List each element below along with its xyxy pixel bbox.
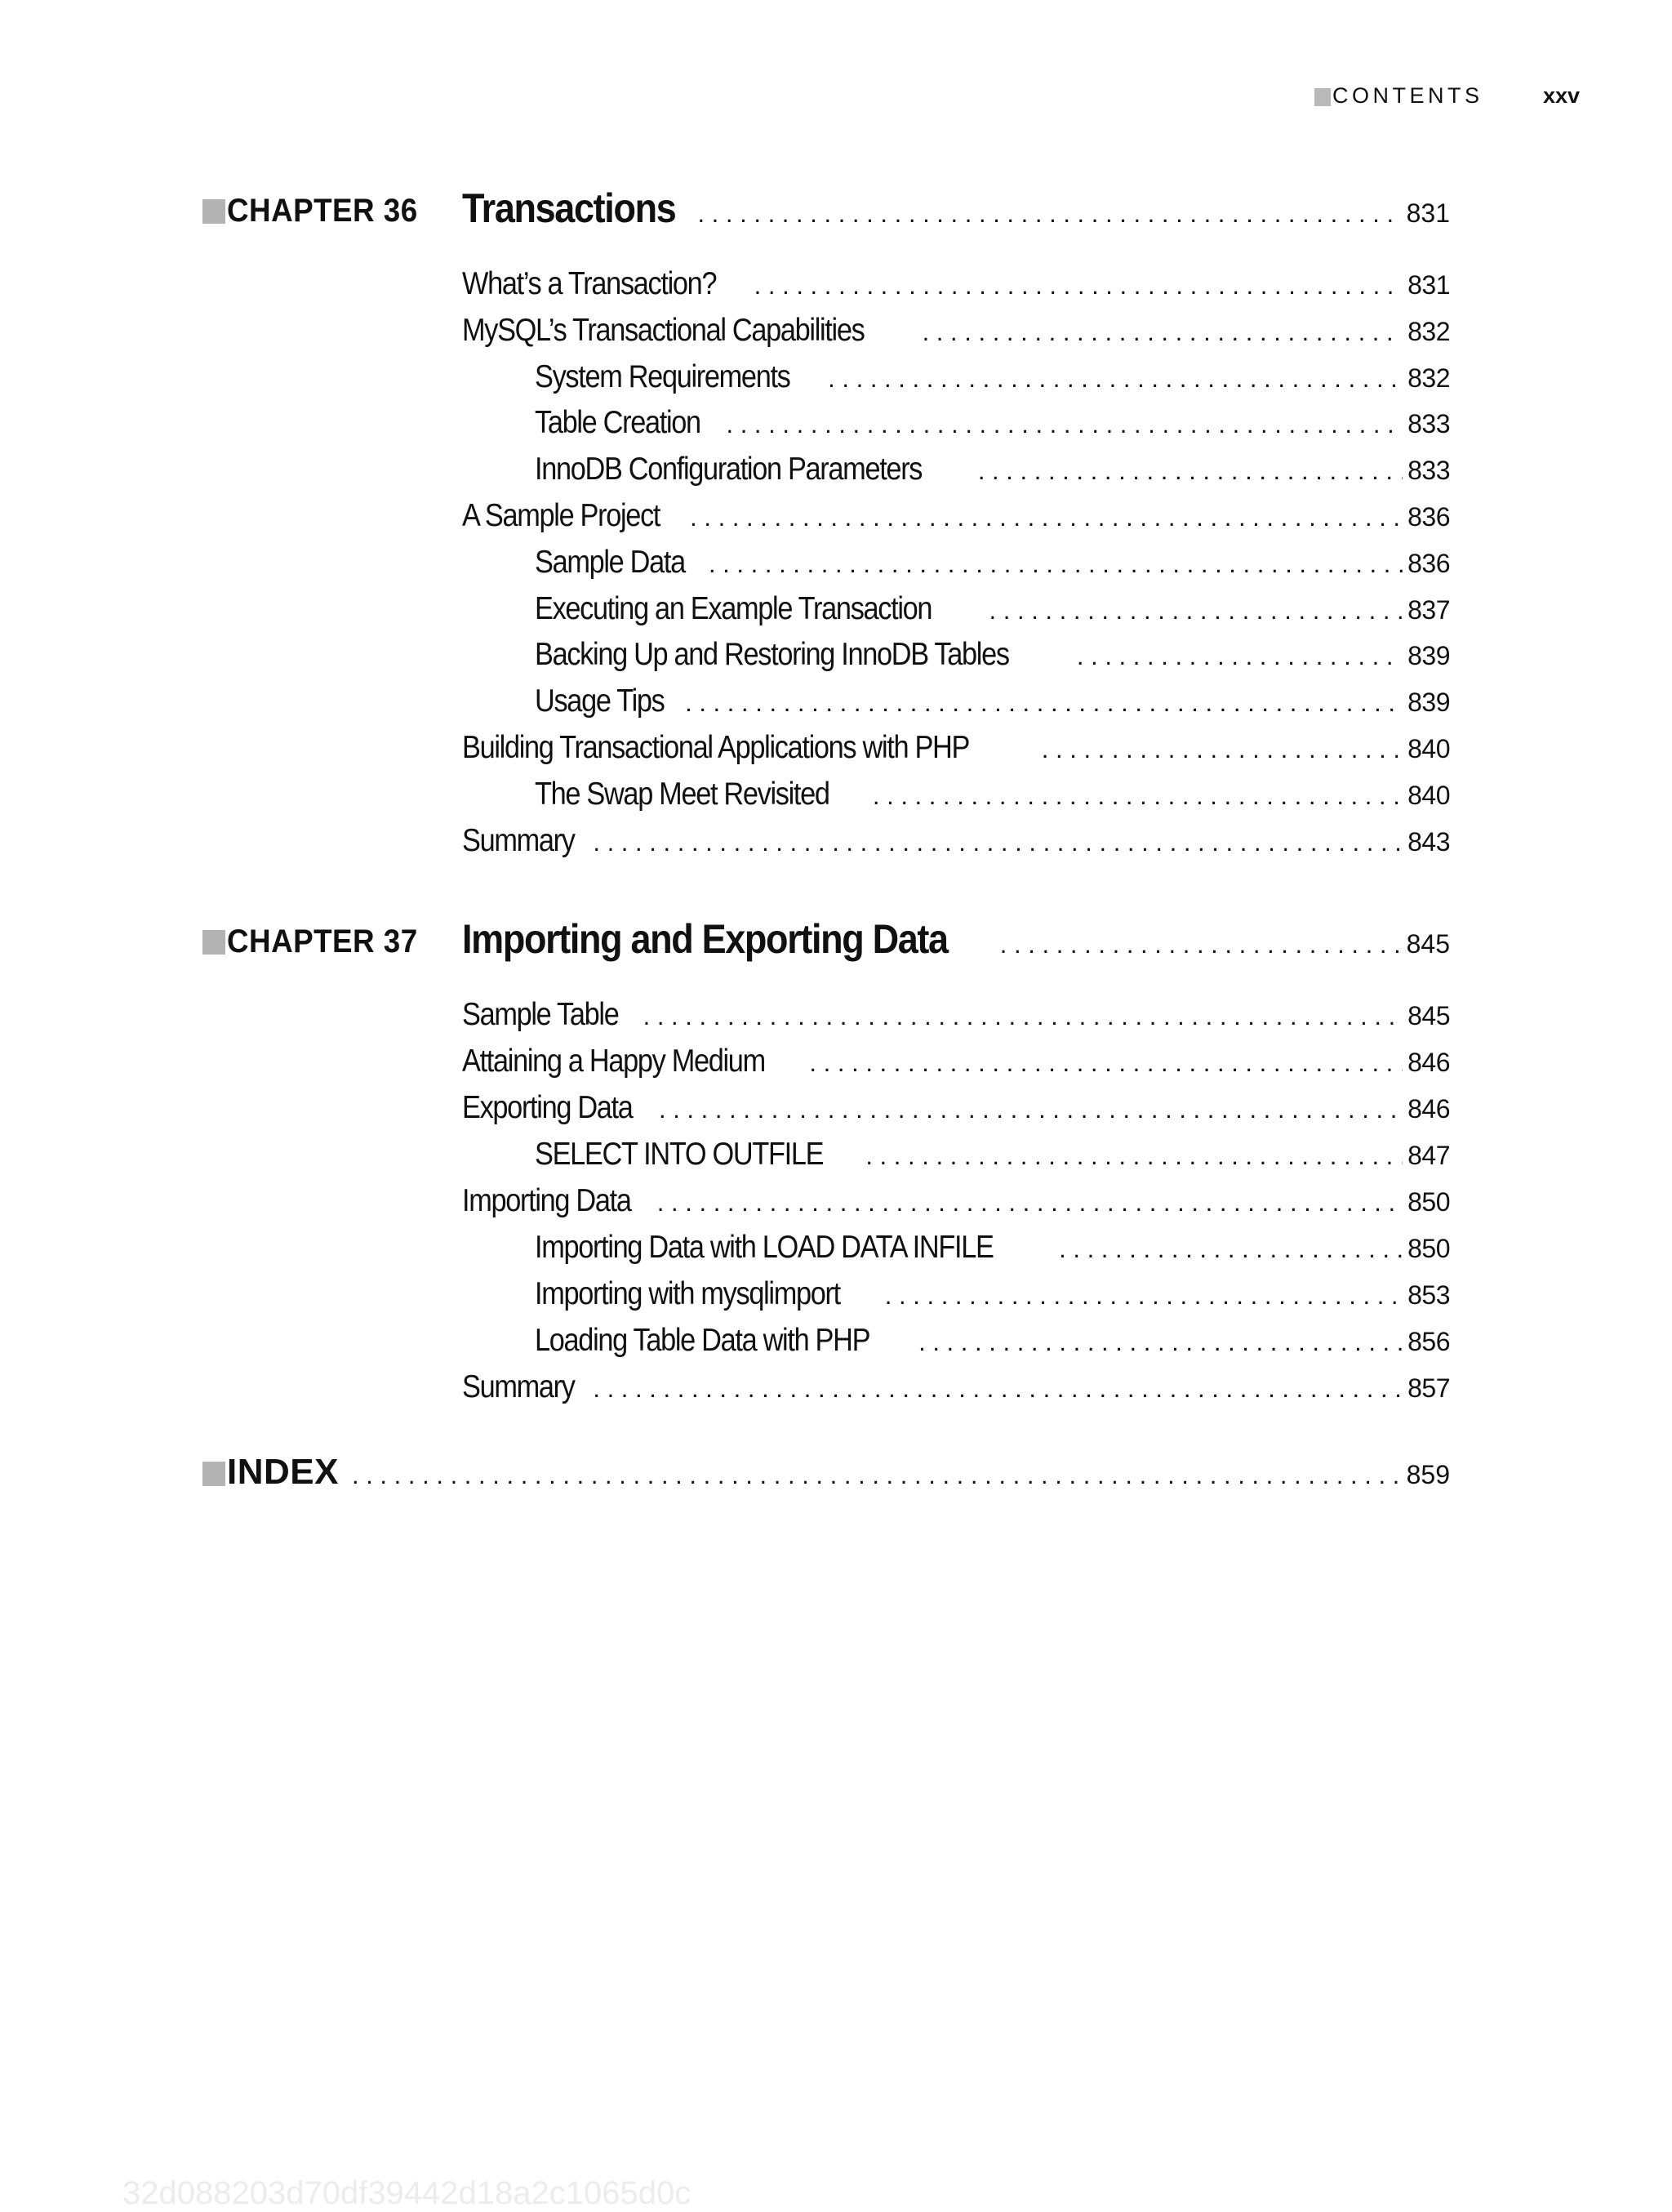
index-marker-icon bbox=[202, 1462, 225, 1486]
chapter-marker-icon bbox=[202, 199, 225, 224]
running-header-label: CONTENTS bbox=[1332, 83, 1483, 108]
chapter-title-line bbox=[462, 185, 1450, 232]
entry-page: 850 bbox=[1407, 1187, 1450, 1217]
dot-leader bbox=[809, 1048, 1403, 1078]
entry-title: SELECT INTO OUTFILE bbox=[535, 1137, 824, 1172]
entry-title: Usage Tips bbox=[535, 683, 665, 719]
dot-leader bbox=[1077, 642, 1403, 671]
toc-entry[interactable] bbox=[462, 1183, 1450, 1222]
toc-subentry[interactable] bbox=[535, 1230, 1450, 1269]
entry-page: 837 bbox=[1407, 595, 1450, 625]
entry-title: Sample Table bbox=[462, 997, 619, 1032]
footer-hash: 32d088203d70df39442d18a2c1065d0c bbox=[122, 2175, 691, 2211]
toc-subentry[interactable] bbox=[535, 591, 1450, 630]
entry-page: 856 bbox=[1407, 1327, 1450, 1356]
entry-page: 847 bbox=[1407, 1141, 1450, 1170]
toc-subentry[interactable] bbox=[535, 405, 1450, 444]
entry-title: Exporting Data bbox=[462, 1090, 633, 1125]
toc-subentry[interactable] bbox=[535, 359, 1450, 398]
dot-leader bbox=[885, 1281, 1403, 1311]
entry-page: 850 bbox=[1407, 1234, 1450, 1263]
entry-title: Backing Up and Restoring InnoDB Tables bbox=[535, 637, 1009, 672]
entry-title: Importing Data bbox=[462, 1183, 631, 1218]
running-header bbox=[1314, 83, 1584, 113]
dot-leader bbox=[643, 1002, 1403, 1031]
dot-leader bbox=[873, 781, 1403, 811]
toc-entry[interactable] bbox=[462, 1369, 1450, 1409]
toc-entry[interactable] bbox=[462, 997, 1450, 1036]
entry-page: 836 bbox=[1407, 549, 1450, 578]
dot-leader bbox=[726, 410, 1403, 439]
toc-entry[interactable] bbox=[462, 823, 1450, 862]
entry-page: 857 bbox=[1407, 1373, 1450, 1403]
dot-leader bbox=[593, 1374, 1403, 1404]
index-page: 859 bbox=[1406, 1460, 1450, 1489]
entry-title: Sample Data bbox=[535, 545, 685, 580]
toc-entry[interactable] bbox=[462, 730, 1450, 769]
toc-subentry[interactable] bbox=[535, 683, 1450, 723]
toc-subentry[interactable] bbox=[535, 1137, 1450, 1176]
chapter-title: Importing and Exporting Data bbox=[462, 916, 948, 962]
entry-title: Summary bbox=[462, 823, 575, 858]
entry-page: 832 bbox=[1407, 363, 1450, 393]
dot-leader bbox=[828, 364, 1403, 394]
toc-subentry[interactable] bbox=[535, 452, 1450, 491]
index-entry[interactable] bbox=[202, 1452, 1450, 1501]
chapter-label: CHAPTER 36 bbox=[227, 193, 418, 229]
entry-page: 836 bbox=[1407, 502, 1450, 532]
dot-leader bbox=[918, 1328, 1403, 1357]
entry-page: 833 bbox=[1407, 409, 1450, 438]
dot-leader bbox=[923, 318, 1403, 347]
dot-leader bbox=[697, 199, 1401, 229]
chapter-page: 831 bbox=[1406, 198, 1450, 228]
entry-page: 846 bbox=[1407, 1094, 1450, 1124]
entry-page: 833 bbox=[1407, 456, 1450, 485]
entry-title: What’s a Transaction? bbox=[462, 266, 717, 301]
chapter-title: Transactions bbox=[462, 185, 676, 231]
entry-title: InnoDB Configuration Parameters bbox=[535, 452, 923, 487]
entry-page: 853 bbox=[1407, 1280, 1450, 1310]
chapter-heading-37[interactable] bbox=[202, 915, 1450, 969]
dot-leader bbox=[978, 456, 1403, 486]
toc-subentry[interactable] bbox=[535, 777, 1450, 816]
entry-page: 843 bbox=[1407, 827, 1450, 857]
entry-title: Summary bbox=[462, 1369, 575, 1404]
entry-title: Attaining a Happy Medium bbox=[462, 1044, 765, 1079]
dot-leader bbox=[657, 1188, 1403, 1217]
entry-title: A Sample Project bbox=[462, 498, 660, 533]
chapter-marker-icon bbox=[202, 930, 225, 955]
dot-leader bbox=[659, 1095, 1403, 1124]
dot-leader bbox=[1000, 930, 1402, 959]
dot-leader bbox=[1042, 735, 1403, 764]
chapter-title-line bbox=[462, 915, 1450, 963]
toc-entry[interactable] bbox=[462, 266, 1450, 305]
toc-entry[interactable] bbox=[462, 498, 1450, 537]
header-marker-icon bbox=[1314, 88, 1331, 106]
dot-leader bbox=[352, 1461, 1402, 1490]
dot-leader bbox=[1059, 1235, 1403, 1264]
page-number: xxv bbox=[1542, 83, 1580, 108]
toc-subentry[interactable] bbox=[535, 545, 1450, 584]
toc-subentry[interactable] bbox=[535, 637, 1450, 676]
entry-page: 840 bbox=[1407, 781, 1450, 810]
toc-entry[interactable] bbox=[462, 1044, 1450, 1083]
entry-page: 846 bbox=[1407, 1048, 1450, 1077]
dot-leader bbox=[593, 828, 1403, 857]
dot-leader bbox=[690, 503, 1403, 532]
entry-title: Table Creation bbox=[535, 405, 700, 440]
entry-title: The Swap Meet Revisited bbox=[535, 777, 829, 812]
entry-title: Executing an Example Transaction bbox=[535, 591, 932, 626]
dot-leader bbox=[989, 596, 1403, 625]
entry-page: 832 bbox=[1407, 317, 1450, 346]
chapter-heading-36[interactable] bbox=[202, 185, 1450, 238]
entry-title: Building Transactional Applications with PHP bbox=[462, 730, 970, 765]
entry-title: MySQL’s Transactional Capabilities bbox=[462, 313, 865, 348]
entry-page: 845 bbox=[1407, 1001, 1450, 1030]
entry-title: Importing Data with LOAD DATA INFILE bbox=[535, 1230, 994, 1265]
chapter-page: 845 bbox=[1406, 929, 1450, 959]
entry-title: Loading Table Data with PHP bbox=[535, 1323, 870, 1358]
entry-page: 839 bbox=[1407, 688, 1450, 717]
toc-entry[interactable] bbox=[462, 1090, 1450, 1129]
dot-leader bbox=[709, 550, 1403, 579]
entry-title: System Requirements bbox=[535, 359, 790, 394]
dot-leader bbox=[685, 688, 1403, 718]
dot-leader bbox=[754, 271, 1403, 300]
entry-page: 839 bbox=[1407, 641, 1450, 670]
toc-entry[interactable] bbox=[462, 313, 1450, 352]
entry-page: 840 bbox=[1407, 734, 1450, 763]
index-label: INDEX bbox=[227, 1452, 339, 1492]
toc-subentry[interactable] bbox=[535, 1276, 1450, 1315]
index-line bbox=[227, 1452, 1450, 1493]
dot-leader bbox=[865, 1142, 1403, 1171]
chapter-label: CHAPTER 37 bbox=[227, 924, 418, 959]
entry-page: 831 bbox=[1407, 270, 1450, 300]
entry-title: Importing with mysqlimport bbox=[535, 1276, 840, 1311]
toc-subentry[interactable] bbox=[535, 1323, 1450, 1362]
